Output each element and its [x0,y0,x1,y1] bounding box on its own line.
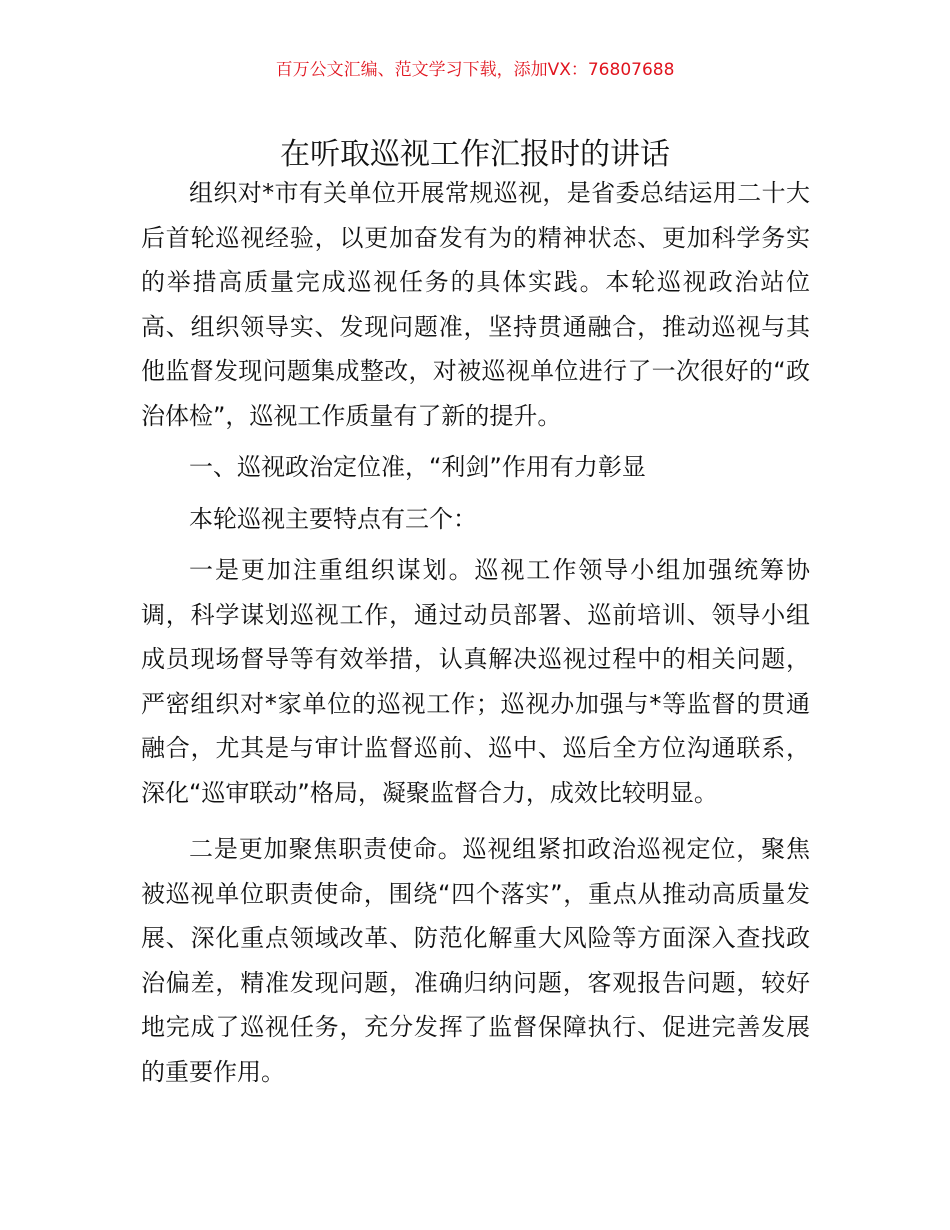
paragraph-point-one: 一是更加注重组织谋划。巡视工作领导小组加强统筹协调，科学谋划巡视工作，通过动员部署、巡前培训、领导小组成员现场督导等有效举措，认真解决巡视过程中的相关问题，严密组织对*家单位的巡视工作；巡视办加强与*等监督的贯通融合，尤其是与审计监督巡前、巡中、巡后全方位沟通联系，深化“巡审联动”格局，凝聚监督合力，成效比较明显。 [141,556,810,807]
paragraph-features-intro: 本轮巡视主要特点有三个： [189,504,477,533]
paragraph-intro: 组织对*市有关单位开展常规巡视，是省委总结运用二十大后首轮巡视经验，以更加奋发有为的精神状态、更加科学务实的举措高质量完成巡视任务的具体实践。本轮巡视政治站位高、组织领导实、发现问题准，坚持贯通融合，推动巡视与其他监督发现问题集成整改，对被巡视单位进行了一次很好的“政治体检”，巡视工作质量有了新的提升。 [141,179,810,430]
paragraph-point-two: 二是更加聚焦职责使命。巡视组紧扣政治巡视定位，聚焦被巡视单位职责使命，围绕“四个落实”，重点从推动高质量发展、深化重点领域改革、防范化解重大风险等方面深入查找政治偏差，精准发现问题，准确归纳问题，客观报告问题，较好地完成了巡视任务，充分发挥了监督保障执行、促进完善发展的重要作用。 [141,835,810,1086]
document-body [141,171,810,1094]
section-heading: 一、巡视政治定位准，“利剑”作用有力彰显 [189,453,646,481]
header-note: 百万公文汇编、范文学习下载，添加VX：76807688 [275,60,675,80]
page-title: 在听取巡视工作汇报时的讲话 [280,137,670,173]
